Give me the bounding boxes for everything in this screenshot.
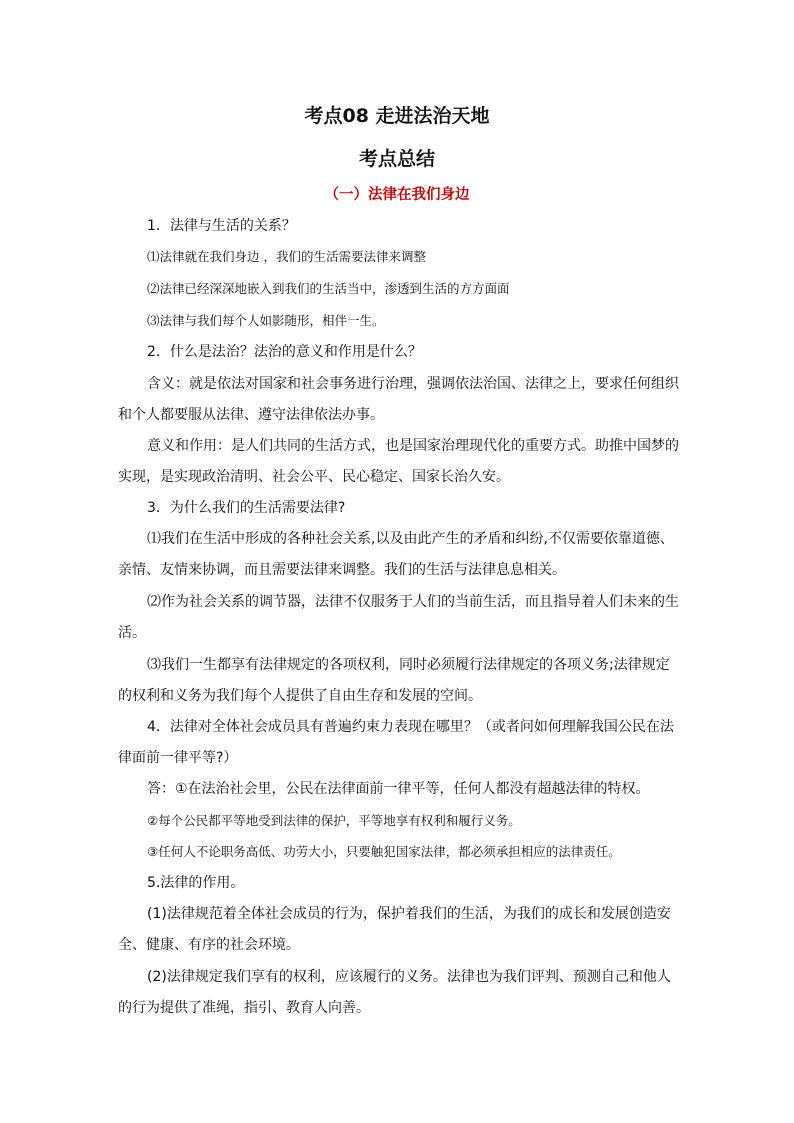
question-4-line-1: 4．法律对全体社会成员具有普遍约束力表现在哪里？（或者问如何理解我国公民在法 [147, 719, 674, 735]
answer-2-significance-line-2: 实现，是实现政治清明、社会公平、民心稳定、国家长治久安。 [118, 469, 510, 485]
answer-1-point-2: ⑵法律已经深深地嵌入到我们的生活当中，渗透到生活的方方面面 [147, 281, 510, 296]
question-3: 3．为什么我们的生活需要法律? [147, 500, 346, 516]
answer-3-point-1-line-1: ⑴我们在生活中形成的各种社会关系,以及由此产生的矛盾和纠纷,不仅需要依靠道德、 [147, 531, 674, 547]
answer-5-point-2-line-2: 的行为提供了准绳，指引、教育人向善。 [118, 1000, 370, 1016]
answer-4-point-3: ③任何人不论职务高低、功劳大小，只要触犯国家法律，都必须承担相应的法律责任。 [147, 844, 621, 859]
answer-3-point-3-line-2: 的权利和义务为我们每个人提供了自由生存和发展的空间。 [118, 688, 482, 704]
document-title: 考点08 走进法治天地 [304, 105, 490, 127]
section-heading: （一）法律在我们身边 [324, 187, 470, 203]
question-2: 2．什么是法治？法治的意义和作用是什么？ [147, 344, 422, 360]
document-subtitle: 考点总结 [358, 148, 435, 170]
answer-1-point-3: ⑶法律与我们每个人如影随形，相伴一生。 [147, 313, 385, 328]
answer-4-point-2: ②每个公民都平等地受到法律的保护，平等地享有权利和履行义务。 [147, 813, 521, 828]
answer-5-point-1-line-1: (1)法律规范着全体社会成员的行为，保护着我们的生活，为我们的成长和发展创造安 [147, 906, 671, 922]
question-5: 5.法律的作用。 [147, 875, 245, 891]
answer-2-definition-line-2: 和个人都要服从法律、遵守法律依法办事。 [118, 407, 384, 423]
answer-4-point-1: 答：①在法治社会里，公民在法律面前一律平等，任何人都没有超越法律的特权。 [147, 781, 650, 797]
answer-2-definition-line-1: 含义：就是依法对国家和社会事务进行治理，强调依法治国、法律之上，要求任何组织 [147, 376, 679, 392]
answer-3-point-2-line-1: ⑵作为社会关系的调节器，法律不仅服务于人们的当前生活，而且指导着人们未来的生 [147, 594, 679, 610]
answer-3-point-3-line-1: ⑶我们一生都享有法律规定的各项权利，同时必须履行法律规定的各项义务;法律规定 [147, 657, 670, 673]
answer-3-point-2-line-2: 活。 [118, 625, 146, 641]
answer-3-point-1-line-2: 亲情、友情来协调，而且需要法律来调整。我们的生活与法律息息相关。 [118, 562, 566, 578]
question-1: 1．法律与生活的关系？ [147, 218, 296, 234]
answer-1-point-1: ⑴法律就在我们身边 ，我们的生活需要法律来调整 [147, 249, 426, 264]
answer-2-significance-line-1: 意义和作用：是人们共同的生活方式，也是国家治理现代化的重要方式。助推中国梦的 [147, 438, 679, 454]
question-4-line-2: 律面前一律平等?） [118, 750, 238, 766]
answer-5-point-1-line-2: 全、健康、有序的社会环境。 [118, 937, 300, 953]
answer-5-point-2-line-1: (2)法律规定我们享有的权利，应该履行的义务。法律也为我们评判、预测自己和他人 [147, 969, 671, 985]
